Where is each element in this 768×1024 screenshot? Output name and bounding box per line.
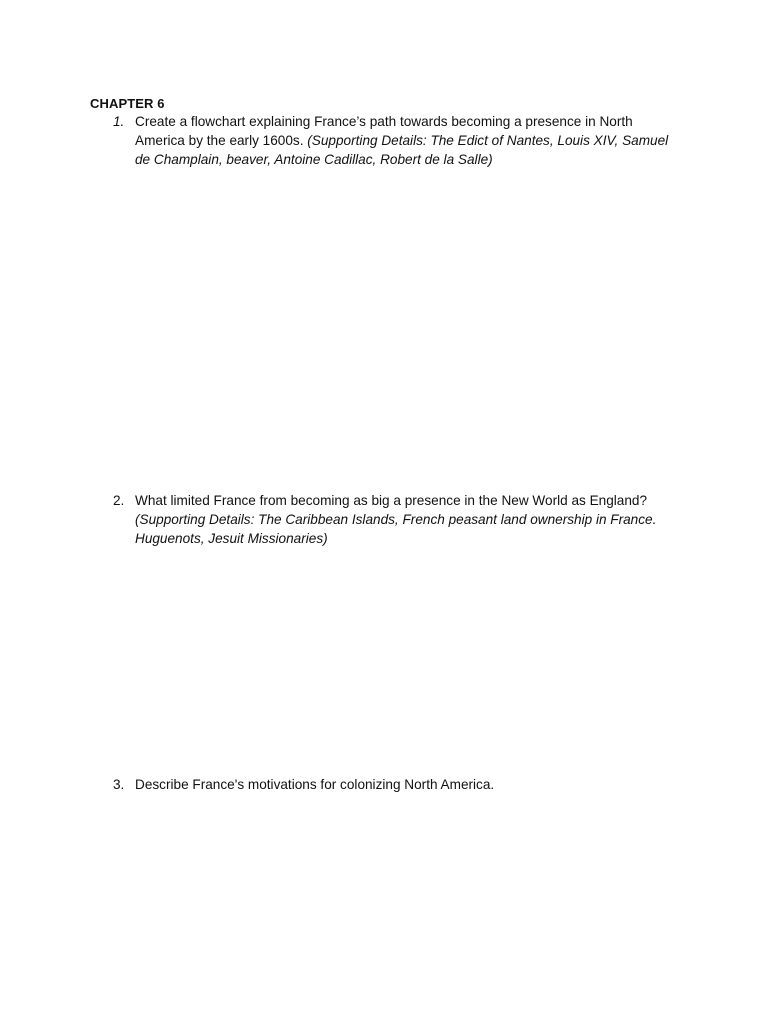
question-body [135, 112, 671, 169]
supporting-details: (Supporting Details: The Edict of Nantes, Louis XIV, Samuel de Champlain, beaver, Antoine Cadillac, Robert de la Salle) [135, 133, 669, 167]
question-body [135, 775, 671, 794]
question-number: 1. [113, 114, 125, 129]
question-3 [113, 775, 673, 794]
question-prompt: What limited France from becoming as big a presence in the New World as England? [135, 493, 648, 508]
question-number: 3. [113, 777, 125, 792]
question-prompt: Describe France's motivations for colonizing North America. [135, 777, 495, 792]
question-1 [113, 112, 673, 169]
question-number: 2. [113, 493, 125, 508]
supporting-details: (Supporting Details: The Caribbean Islands, French peasant land ownership in France. Huguenots, Jesuit Missionaries) [135, 512, 657, 546]
question-prompt: Create a flowchart explaining France’s path towards becoming a presence in North America by the early 1600s. [135, 114, 633, 148]
question-2 [113, 491, 673, 548]
question-body [135, 491, 671, 548]
chapter-heading: CHAPTER 6 [90, 96, 165, 111]
